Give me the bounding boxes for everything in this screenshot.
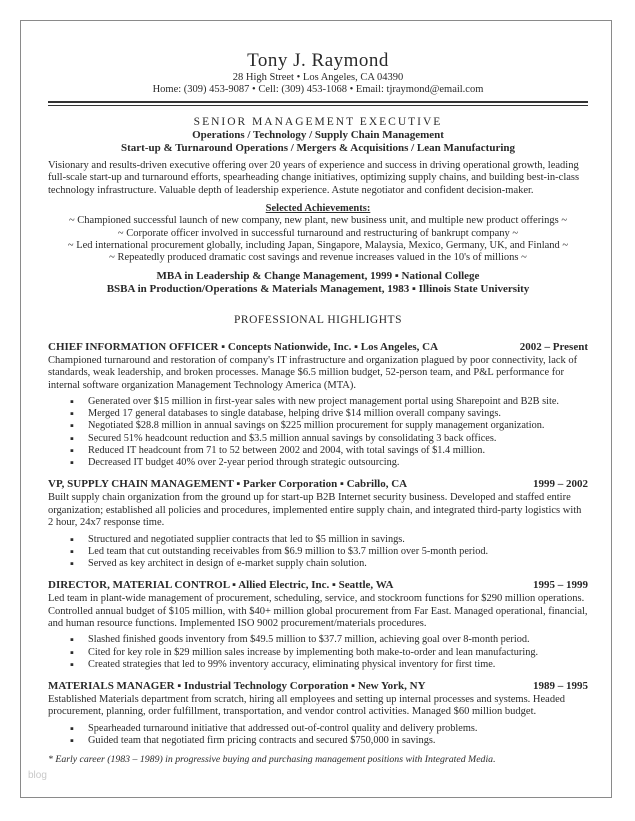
job-header	[48, 478, 588, 491]
achievement-item: ~ Championed successful launch of new company, new plant, new business unit, and multiple new product offerings ~	[68, 215, 568, 227]
section-heading-professional-highlights: PROFESSIONAL HIGHLIGHTS	[234, 313, 402, 326]
bullet-item: ▪ Decreased IT budget 40% over 2-year period through strategic outsourcing.	[88, 457, 588, 469]
bullet-item: ▪ Guided team that negotiated firm pricing contracts and secured $750,000 in savings.	[88, 735, 588, 747]
job-dates: 1995 – 1999	[533, 579, 588, 592]
achievement-item: ~ Repeatedly produced dramatic cost savings and revenue increases valued in the 10's of millions ~	[109, 252, 527, 264]
headline-sub-2: Start-up & Turnaround Operations / Mergers & Acquisitions / Lean Manufacturing	[121, 142, 515, 154]
job-bullets	[88, 396, 588, 469]
job-header	[48, 680, 588, 693]
job-title: MATERIALS MANAGER ▪ Industrial Technology Corporation ▪ New York, NY	[48, 679, 426, 692]
job-dates: 1999 – 2002	[533, 478, 588, 491]
bullet-item: ▪ Negotiated $28.8 million in annual savings on $225 million procurement for supply management organization.	[88, 420, 588, 432]
bullet-item: ▪ Slashed finished goods inventory from $49.5 million to $37.7 million, achieving goal over 8-month period.	[88, 634, 588, 646]
job-description: Led team in plant-wide management of procurement, scheduling, service, and stockroom functions for $290 million operations. Controlled annual budget of $105 million, with $40+ million global procurement from Far East. Managed operational, financial, and human resource functions. Implemented ISO 9002 procurement/materials procedures.	[48, 593, 588, 629]
achievements-heading: Selected Achievements:	[265, 203, 371, 215]
resume-page	[48, 50, 588, 766]
early-career-note: * Early career (1983 – 1989) in progressive buying and purchasing management positions with Integrated Media.	[48, 754, 496, 766]
job-description: Championed turnaround and restoration of company's IT infrastructure and organization plagued by poor connectivity, lack of standards, weak leadership, and broken processes. Manage $6.5 million budget, 52-person team, and P&L performance for internal software organization Management Technology America (MTA).	[48, 354, 578, 391]
summary-paragraph: Visionary and results-driven executive offering over 20 years of experience and success in driving operational growth, leading full-scale start-up and turnaround efforts, spearheading change initiatives, optimizing supply chains, and building best-in-class technology infrastructure. Valuable depth of leadership experience. Astute negotiator and confident decision-maker.	[48, 160, 580, 196]
bullet-item: ▪ Merged 17 general databases to single database, helping drive $14 million overall company savings.	[88, 408, 588, 420]
watermark-text: blog	[28, 770, 47, 781]
job-header	[48, 579, 588, 592]
job-title: CHIEF INFORMATION OFFICER ▪ Concepts Nationwide, Inc. ▪ Los Angeles, CA	[48, 340, 439, 353]
job-dates: 2002 – Present	[519, 340, 588, 353]
education-line: MBA in Leadership & Change Management, 1999 ▪ National College	[156, 269, 480, 282]
achievement-item: ~ Led international procurement globally, including Japan, Singapore, Malaysia, Mexico, Germany, UK, and Finland ~	[67, 240, 569, 252]
job-header	[48, 341, 588, 354]
contact-line: Home: (309) 453-9087 • Cell: (309) 453-1068 • Email: tjraymond@email.com	[152, 84, 484, 95]
bullet-item: ▪ Structured and negotiated supplier contracts that led to $5 million in savings.	[88, 534, 588, 546]
address-line: 28 High Street • Los Angeles, CA 04390	[232, 72, 404, 83]
bullet-item: ▪ Reduced IT headcount from 71 to 52 between 2002 and 2004, with total savings of $1.4 million.	[88, 445, 588, 457]
job-bullets	[88, 723, 588, 747]
job-title: DIRECTOR, MATERIAL CONTROL ▪ Allied Electric, Inc. ▪ Seattle, WA	[48, 579, 394, 592]
bullet-item: ▪ Spearheaded turnaround initiative that addressed out-of-control quality and delivery problems.	[88, 723, 588, 735]
headline-title: SENIOR MANAGEMENT EXECUTIVE	[193, 116, 443, 128]
bullet-item: ▪ Generated over $15 million in first-year sales with new project management portal using Sharepoint and B2B site.	[88, 396, 588, 408]
candidate-name: Tony J. Raymond	[247, 50, 389, 71]
job-bullets	[88, 634, 588, 671]
job-description: Built supply chain organization from the ground up for start-up B2B Internet security business. Developed and staffed entire organization; established all policies and procedures, implemented entire supply chain, and integrated third-party logistics with 2 hour, 24x7 response time.	[48, 492, 582, 529]
job-title: VP, SUPPLY CHAIN MANAGEMENT ▪ Parker Corporation ▪ Cabrillo, CA	[48, 478, 408, 491]
job-dates: 1989 – 1995	[533, 679, 588, 692]
bullet-item: ▪ Cited for key role in $29 million sales increase by implementing both make-to-order and lean manufacturing.	[88, 647, 588, 659]
headline-sub-1: Operations / Technology / Supply Chain Management	[192, 129, 444, 141]
achievement-item: ~ Corporate officer involved in successful turnaround and restructuring of bankrupt company ~	[117, 227, 519, 239]
bullet-item: ▪ Served as key architect in design of e-market supply chain solution.	[88, 558, 588, 570]
bullet-item: ▪ Led team that cut outstanding receivables from $6.9 million to $3.7 million over 5-month period.	[88, 546, 588, 558]
bullet-item: ▪ Created strategies that led to 99% inventory accuracy, eliminating physical inventory for first time.	[88, 659, 588, 671]
job-bullets	[88, 534, 588, 571]
header-rule-thin	[48, 105, 588, 106]
bullet-item: ▪ Secured 51% headcount reduction and $3.5 million annual savings by consolidating 3 back offices.	[88, 433, 588, 445]
job-description: Established Materials department from scratch, hiring all employees and setting up internal processes and systems. Headed procurement, planning, order fulfillment, transportation, and vendor control activities. Managed $60 million budget.	[48, 693, 565, 718]
education-line: BSBA in Production/Operations & Materials Management, 1983 ▪ Illinois State University	[106, 282, 530, 295]
header-rule	[48, 101, 588, 103]
